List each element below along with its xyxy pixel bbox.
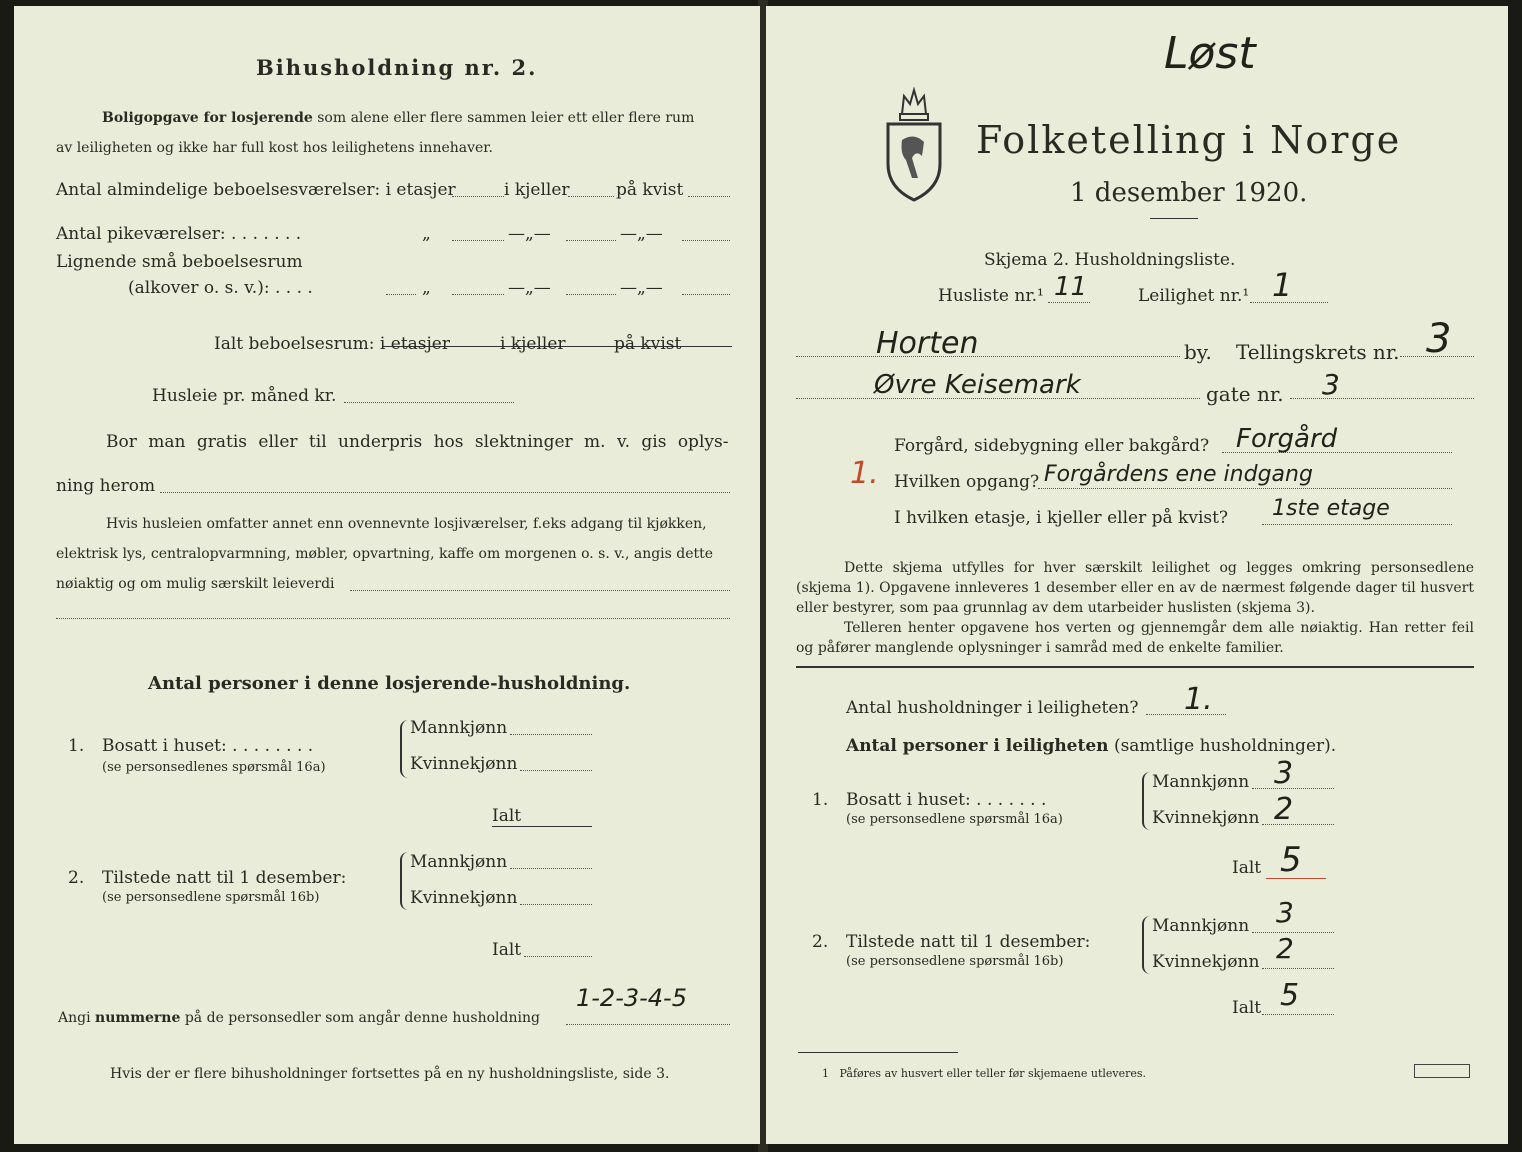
instructions-2: Telleren henter opgavene hos verten og gjennemgår dem alle nøiaktig. Han retter feil og påfører manglende oplysninger i samråd med de enkelte familier. (796, 620, 1474, 656)
husleie-field (344, 402, 514, 403)
q1-number: 1. (812, 790, 829, 810)
q1-ialt-field (492, 826, 592, 827)
q2-kvinne-field (1262, 968, 1334, 969)
q1-label: Bosatt i huset: . . . . . . . . (102, 736, 314, 756)
pike-field-3 (682, 240, 730, 241)
opgang-mark: 1. (850, 456, 879, 491)
pike-field-1 (452, 240, 504, 241)
ialt-label: Ialt (492, 806, 522, 826)
ialt-label: Ialt (492, 940, 522, 960)
ditto-mark: —„— (508, 278, 551, 298)
antal-pers-line: Antal personer i leiligheten (samtlige husholdninger). (846, 736, 1337, 756)
q2-kvinne-value: 2 (1276, 932, 1294, 965)
leilighet-label: Leilighet nr.¹ (1138, 286, 1250, 306)
small-field-0 (386, 294, 416, 295)
main-title: Folketelling i Norge (976, 118, 1402, 162)
gate-label: gate nr. (1206, 382, 1284, 406)
intro-line-1: Boligopgave for losjerende som alene eller flere sammen leier ett eller flere rum (102, 110, 695, 126)
antal-hush-value: 1. (1184, 682, 1213, 717)
q1-number: 1. (68, 736, 85, 756)
q1-sub: (se personsedlenes spørsmål 16a) (102, 760, 326, 775)
mann-label: Mannkjønn (410, 718, 508, 738)
by-value: Horten (876, 326, 979, 361)
right-page (766, 6, 1508, 1144)
left-page (14, 6, 760, 1144)
ialt-kvist-label: på kvist (614, 334, 682, 354)
ialt-label: Ialt (1232, 858, 1262, 878)
title-rule (1150, 218, 1198, 219)
q2-label: Tilstede natt til 1 desember: (102, 868, 347, 888)
instructions-1: Dette skjema utfylles for hver særskilt leilighet og legges omkring personsedlene (skjema 1). Opgavene innleveres 1 desember eller en av de nærmest følgende dager til husvert eller bestyrer, som paa grunnlag av dem utarbeider huslisten (skjema 3). (796, 560, 1474, 616)
section-title: Antal personer i denne losjerende-husholdning. (148, 673, 631, 694)
q1-sub: (se personsedlene spørsmål 16a) (846, 812, 1063, 827)
note-line-1: Hvis husleien omfatter annet enn ovennevnte losjiværelser, f.eks adgang til kjøkken, (106, 516, 707, 532)
gate-value: Øvre Keisemark (874, 370, 1081, 400)
intro-line-2: av leiligheten og ikke har full kost hos leilighetens innehaver. (56, 140, 493, 156)
brace (1142, 772, 1152, 830)
brace (400, 720, 410, 778)
by-label: by. (1184, 340, 1212, 364)
left-title: Bihusholdning nr. 2. (256, 55, 538, 80)
opgang-field (1038, 488, 1452, 489)
small-field-3 (682, 294, 730, 295)
etasje-value: 1ste etage (1272, 496, 1390, 521)
footnote-rule (798, 1052, 958, 1053)
small-rooms-label: Lignende små beboelsesrum (56, 252, 303, 272)
q2-ialt-field (524, 956, 592, 957)
q1-kvinne-value: 2 (1274, 792, 1294, 827)
ialt-label: Ialt (1232, 998, 1262, 1018)
gratis-line-2: ning herom (56, 476, 156, 496)
printer-stamp (1414, 1064, 1470, 1078)
husliste-field (1048, 302, 1090, 303)
kvinne-label: Kvinnekjønn (410, 754, 518, 774)
mann-label: Mannkjønn (410, 852, 508, 872)
ditto-mark: —„— (620, 224, 663, 244)
q2-label: Tilstede natt til 1 desember: (846, 932, 1091, 952)
kvinne-label: Kvinnekjønn (1152, 952, 1260, 972)
forgard-label: Forgård, sidebygning eller bakgård? (894, 436, 1210, 456)
q1-mann-value: 3 (1274, 756, 1294, 791)
opgang-label: Hvilken opgang? (894, 472, 1040, 492)
coat-of-arms-icon (882, 84, 946, 204)
husliste-label: Husliste nr.¹ (938, 286, 1044, 306)
husleie-label: Husleie pr. måned kr. (152, 386, 337, 406)
census-date: 1 desember 1920. (1070, 178, 1308, 208)
rooms-kvist-field (688, 196, 730, 197)
angi-field (566, 1024, 730, 1025)
leieverdi-field-2 (56, 618, 730, 619)
q2-number: 2. (812, 932, 829, 952)
q2-sub: (se personsedlene spørsmål 16b) (846, 954, 1064, 969)
kvinne-label: Kvinnekjønn (1152, 808, 1260, 828)
ditto-mark: „ (422, 278, 431, 298)
kvinne-label: Kvinnekjønn (410, 888, 518, 908)
rooms-label: Antal almindelige beboelsesværelser: i etasjer (56, 180, 456, 200)
leieverdi-field (350, 590, 730, 591)
small-field-2 (566, 294, 616, 295)
ditto-mark: „ (422, 224, 431, 244)
leilighet-value: 1 (1272, 266, 1293, 304)
krets-value: 3 (1426, 316, 1452, 362)
husliste-value: 11 (1054, 272, 1088, 302)
q2-mann-value: 3 (1276, 896, 1294, 929)
q2-sub: (se personsedlene spørsmål 16b) (102, 890, 320, 905)
opgang-value: Forgårdens ene indgang (1044, 462, 1313, 487)
gratis-line-1: Bor man gratis eller til underpris hos slektninger m. v. gis oplys- (106, 432, 729, 452)
q1-mann-field (510, 734, 592, 735)
footnote: 1 Påføres av husvert eller teller før skjemaene utleveres. (822, 1067, 1147, 1080)
q1-label: Bosatt i huset: . . . . . . . (846, 790, 1047, 810)
q2-mann-field (510, 868, 592, 869)
rooms-kvist-label: på kvist (616, 180, 684, 200)
rooms-etasjer-field (452, 196, 504, 197)
q1-kvinne-field (1262, 824, 1334, 825)
gratis-field (160, 492, 730, 493)
etasje-field (1262, 524, 1452, 525)
etasje-label: I hvilken etasje, i kjeller eller på kvist? (894, 508, 1229, 528)
pike-field-2 (566, 240, 616, 241)
ialt-rooms-label: Ialt beboelsesrum: i etasjer (214, 334, 450, 354)
krets-label: Tellingskrets nr. (1236, 340, 1400, 364)
q2-ialt-field (1262, 1014, 1334, 1015)
corner-annotation: Løst (1164, 28, 1256, 79)
note-line-2: elektrisk lys, centralopvarmning, møbler, opvartning, kaffe om morgenen o. s. v., angis dette (56, 546, 714, 562)
angi-line: Angi nummerne på de personsedler som angår denne husholdning (58, 1010, 540, 1026)
left-footer: Hvis der er flere bihusholdninger fortsettes på en ny husholdningsliste, side 3. (110, 1066, 670, 1082)
gate-nr-value: 3 (1322, 368, 1340, 401)
q2-ialt-value: 5 (1280, 978, 1300, 1013)
q2-kvinne-field (520, 904, 592, 905)
brace (400, 852, 410, 910)
q1-ialt-value: 5 (1280, 840, 1302, 880)
by-field (796, 356, 1180, 357)
note-line-3: nøiaktig og om mulig særskilt leieverdi (56, 576, 335, 592)
mann-label: Mannkjønn (1152, 916, 1250, 936)
gate-nr-field (1290, 398, 1474, 399)
brace (1142, 916, 1152, 974)
mann-label: Mannkjønn (1152, 772, 1250, 792)
ditto-mark: —„— (620, 278, 663, 298)
divider (796, 666, 1474, 668)
rooms-kjeller-field (568, 196, 614, 197)
pike-label: Antal pikeværelser: . . . . . . . (56, 224, 302, 244)
ialt-kjeller-label: i kjeller (500, 334, 566, 354)
schema-label: Skjema 2. Husholdningsliste. (984, 250, 1236, 270)
q1-kvinne-field (520, 770, 592, 771)
antal-hush-label: Antal husholdninger i leiligheten? (846, 698, 1139, 718)
forgard-value: Forgård (1236, 424, 1338, 454)
q2-number: 2. (68, 868, 85, 888)
angi-value: 1-2-3-4-5 (576, 984, 687, 1012)
rooms-kjeller-label: i kjeller (504, 180, 570, 200)
small-rooms-sub: (alkover o. s. v.): . . . . (128, 278, 313, 298)
small-field-1 (452, 294, 504, 295)
ditto-mark: —„— (508, 224, 551, 244)
